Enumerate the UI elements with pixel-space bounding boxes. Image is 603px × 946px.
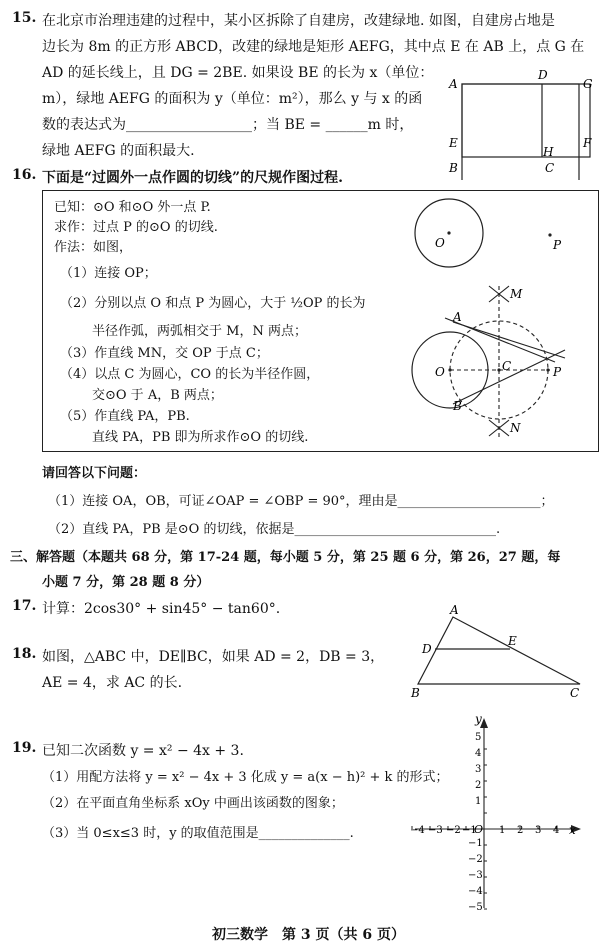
x-axis-label: x <box>569 823 576 837</box>
q16-answer2: （2）直线 PA，PB 是⊙O 的切线，依据是_______________________________. <box>48 522 501 537</box>
q19-part3: （3）当 0≤x≤3 时，y 的取值范围是______________. <box>42 826 354 841</box>
q19-coordinate-plane <box>405 710 603 916</box>
rect-aefg <box>462 84 590 157</box>
y-tick-label: 4 <box>475 748 482 759</box>
q15-number: 15. <box>12 10 37 26</box>
section3-heading-2: 小题 7 分，第 28 题 8 分） <box>42 575 210 590</box>
x-tick-label: 2 <box>517 825 524 836</box>
fig16b-label-b: B <box>453 399 462 413</box>
x-tick-label: −2 <box>446 825 461 836</box>
q16-figure1 <box>405 195 590 275</box>
q16-conclusion: 直线 PA，PB 即为所求作⊙O 的切线. <box>92 430 309 445</box>
fig15-label-a: A <box>449 77 458 91</box>
q16-step4: （4）以点 C 为圆心，CO 的长为半径作圆， <box>60 367 320 382</box>
x-tick-label: 3 <box>535 825 542 836</box>
y-axis-label: y <box>475 712 482 726</box>
q15-line4: m），绿地 AEFG 的面积为 y（单位：m²），那么 y 与 x 的函 <box>42 91 423 107</box>
q16-goal: 求作：过点 P 的⊙O 的切线. <box>54 220 218 235</box>
q18-number: 18. <box>12 646 37 662</box>
y-tick-label: −1 <box>468 838 483 849</box>
fig18-label-c: C <box>570 686 580 700</box>
q16-step2: （2）分别以点 O 和点 P 为圆心，大于 ½OP 的长为 <box>60 296 366 311</box>
fig15-label-b: B <box>449 161 458 175</box>
q15-line6: 绿地 AEFG 的面积最大. <box>42 143 195 159</box>
y-tick-label: −2 <box>468 854 483 865</box>
x-tick-label: 4 <box>553 825 560 836</box>
fig18-label-b: B <box>411 686 420 700</box>
fig15-label-d: D <box>538 68 548 82</box>
fig16b-label-c: C <box>502 359 512 373</box>
square-abcd <box>462 84 579 180</box>
q19-part2: （2）在平面直角坐标系 xOy 中画出该函数的图象； <box>42 796 344 811</box>
q16-step2b: 半径作弧，两弧相交于 M，N 两点； <box>92 324 307 339</box>
fig16b-label-o: O <box>435 365 445 379</box>
y-tick-label: −3 <box>468 870 483 881</box>
q15-line5: 数的表达式为__________________；当 BE = ______m 时， <box>42 117 414 133</box>
y-tick-label: 3 <box>475 764 482 775</box>
q16-step5: （5）作直线 PA，PB. <box>60 409 190 424</box>
q15-figure <box>445 68 603 180</box>
q17-number: 17. <box>12 598 37 614</box>
q16-method: 作法：如图， <box>54 240 133 255</box>
x-tick-label: −4 <box>410 825 425 836</box>
fig16b-label-n: N <box>510 421 521 435</box>
q16-answer-title: 请回答以下问题： <box>42 466 147 481</box>
q16-number: 16. <box>12 167 37 183</box>
q16-intro: 下面是“过圆外一点作圆的切线”的尺规作图过程. <box>42 170 343 186</box>
q19-number: 19. <box>12 740 37 756</box>
y-tick-label: 5 <box>475 732 482 743</box>
y-tick-label: 2 <box>475 780 482 791</box>
fig18-label-a: A <box>450 603 459 617</box>
fig15-label-h: H <box>543 145 554 159</box>
q16-step3: （3）作直线 MN，交 OP 于点 C； <box>60 346 269 361</box>
origin-label: O <box>474 823 484 836</box>
q16-figure2 <box>405 280 590 445</box>
q19-line1: 已知二次函数 y = x² − 4x + 3. <box>42 743 244 759</box>
page-footer: 初三数学 第 3 页（共 6 页） <box>212 927 405 943</box>
fig16b-label-p: P <box>553 365 562 379</box>
fig16b-label-a: A <box>453 310 462 324</box>
x-tick-label: 1 <box>499 825 506 836</box>
y-tick-label: −5 <box>468 902 483 913</box>
q18-line1: 如图，△ABC 中，DE∥BC，如果 AD = 2，DB = 3， <box>42 649 385 665</box>
q19-part1: （1）用配方法将 y = x² − 4x + 3 化成 y = a(x − h)² + k 的形式； <box>42 770 449 785</box>
fig16a-label-p: P <box>553 238 562 252</box>
q15-line1: 在北京市治理违建的过程中，某小区拆除了自建房，改建绿地. 如图，自建房占地是 <box>42 13 555 29</box>
q18-line2: AE = 4，求 AC 的长. <box>42 675 183 691</box>
x-tick-label: −3 <box>428 825 443 836</box>
section3-heading: 三、解答题（本题共 68 分，第 17-24 题，每小题 5 分，第 25 题 6 分，第 26，27 题，每 <box>10 550 561 565</box>
fig16b-label-m: M <box>510 287 523 301</box>
fig15-label-f: F <box>583 136 592 150</box>
fig18-label-d: D <box>422 642 432 656</box>
q15-line3: AD 的延长线上，且 DG = 2BE. 如果设 BE 的长为 x（单位： <box>42 65 434 81</box>
y-tick-label: −4 <box>468 886 483 897</box>
fig15-label-e: E <box>449 136 458 150</box>
x-tick-label: −1 <box>462 825 477 836</box>
q18-figure <box>408 602 603 702</box>
q16-answer1: （1）连接 OA，OB，可证∠OAP = ∠OBP = 90°，理由是______________________； <box>48 494 554 509</box>
fig18-label-e: E <box>508 634 517 648</box>
y-tick-label: 1 <box>475 796 482 807</box>
fig15-label-g: G <box>583 77 593 91</box>
q16-given: 已知：⊙O 和⊙O 外一点 P. <box>54 200 211 215</box>
fig16a-label-o: O <box>435 236 445 250</box>
q16-step1: （1）连接 OP； <box>60 266 157 281</box>
q15-line2: 边长为 8m 的正方形 ABCD，改建的绿地是矩形 AEFG，其中点 E 在 AB 上，点 G 在 <box>42 39 585 55</box>
q17-text: 计算：2cos30° + sin45° − tan60°. <box>42 601 281 617</box>
fig15-label-c: C <box>545 161 555 175</box>
q16-step4b: 交⊙O 于 A，B 两点； <box>92 388 223 403</box>
